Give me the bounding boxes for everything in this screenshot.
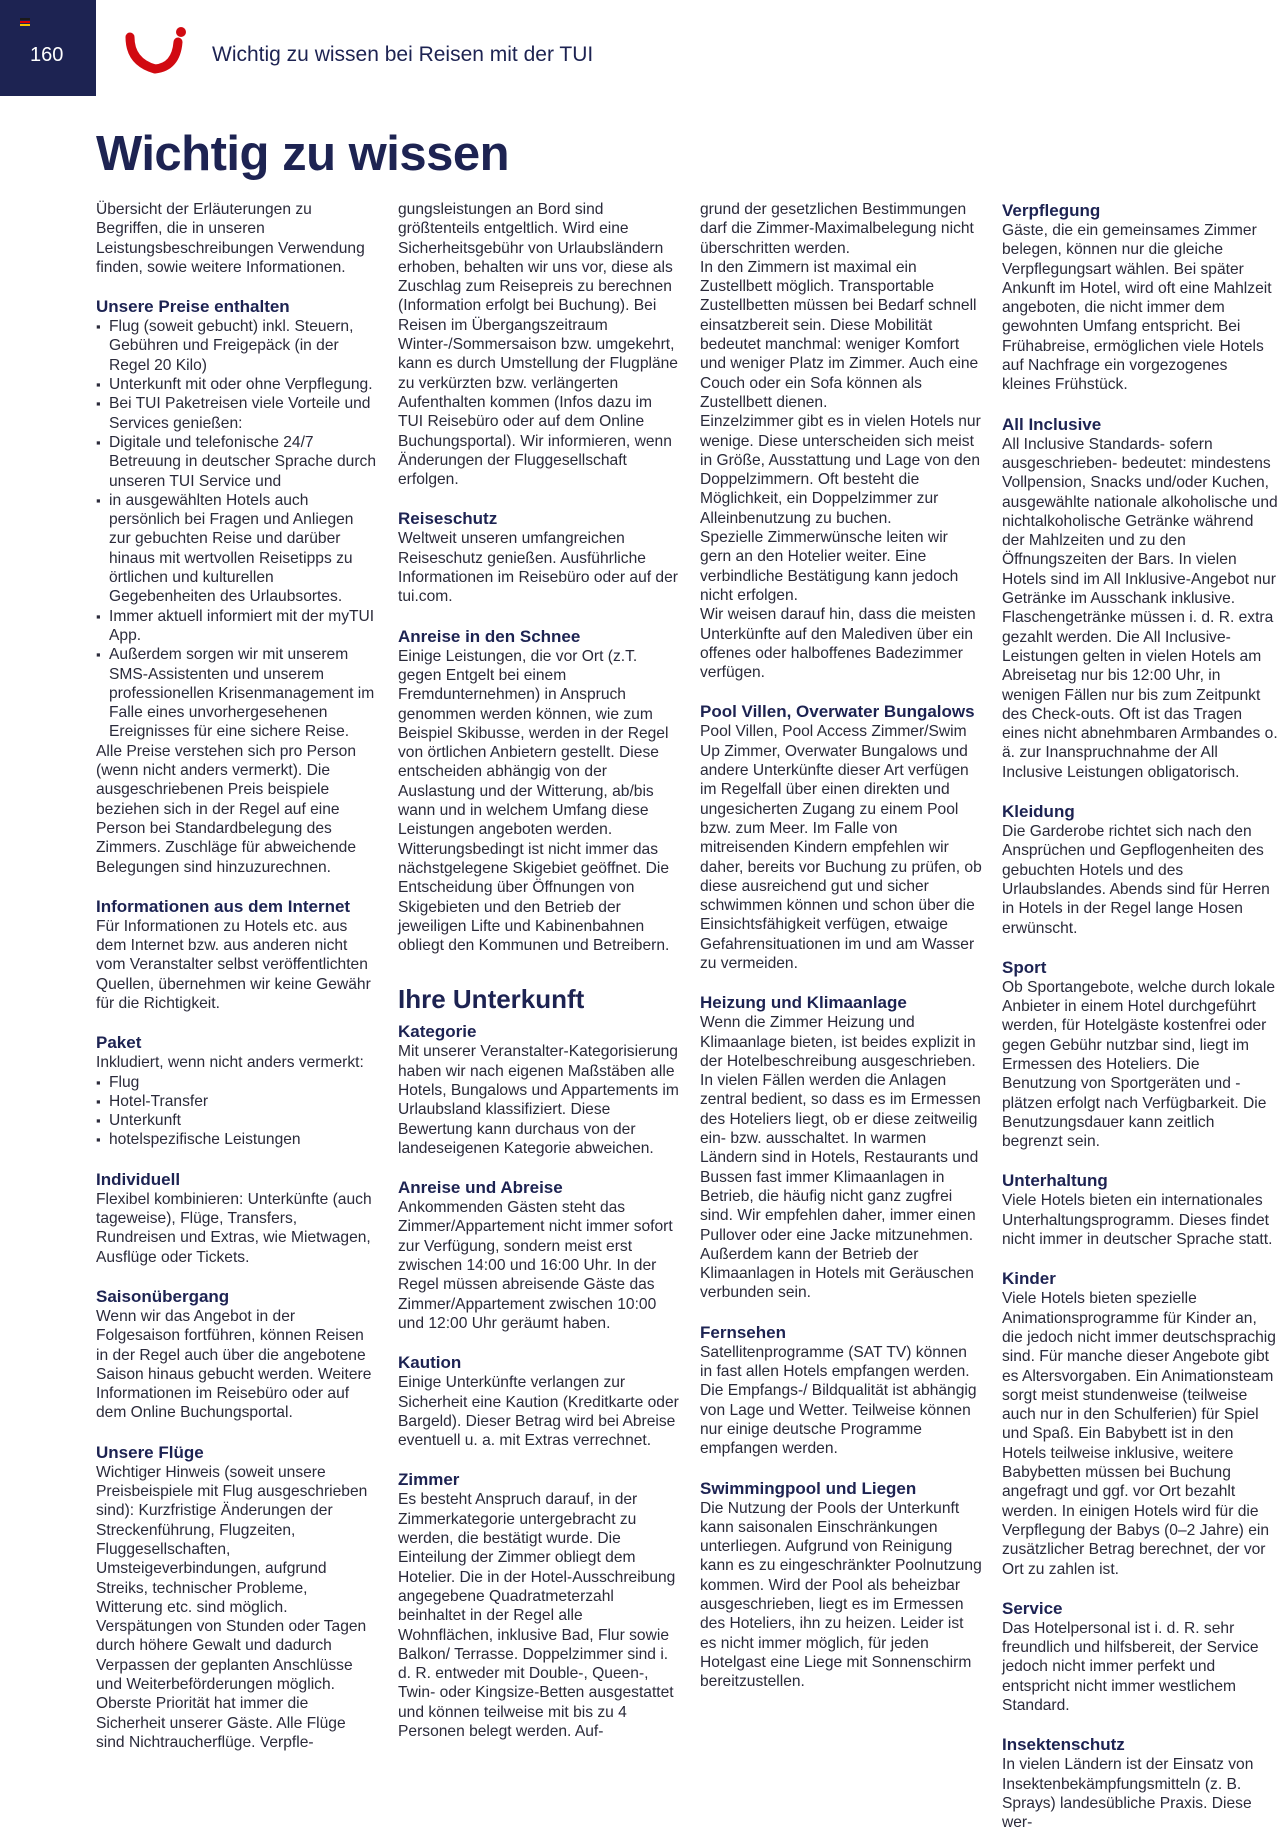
section-heading-kaution: Kaution xyxy=(398,1353,462,1373)
section-heading-anreise: Anreise und Abreise xyxy=(398,1178,563,1198)
page-title: Wichtig zu wissen xyxy=(96,127,510,181)
section-heading-zimmer: Zimmer xyxy=(398,1470,460,1490)
section-heading-unterhaltung: Unterhaltung xyxy=(1002,1171,1108,1191)
fernsehen-text: Satellitenprogramme (SAT TV) können in fast allen Hotels empfangen werden. Die Empfangs-/ Bildqualität ist abhängig von Lage und Wetter. Teilweise können nur einige deutsche Programme empfangen werden. xyxy=(700,1343,977,1458)
section-heading-verpflegung: Verpflegung xyxy=(1002,201,1101,220)
section-heading-individuell: Individuell xyxy=(96,1169,181,1189)
section-heading-insektenschutz: Insektenschutz xyxy=(1002,1735,1125,1755)
list-item: ▪ Digitale und telefonische 24/7 Betreuung in deutscher Sprache durch unseren TUI Service und xyxy=(96,433,378,491)
swimmingpool-text: Die Nutzung der Pools der Unterkunft kann saisonalen Einschränkungen unterliegen. Aufgrund von Reinigung kann es zu eingeschränkter Poolnutzung kommen. Wird der Pool als beheizbar ausgeschrieben, liegt es im Ermessen des Hoteliers, ihn zu heizen. Leider ist es nicht immer möglich, für jeden Hotelgast eine Liege mit Sonnenschirm bereitzustellen. xyxy=(700,1499,982,1691)
section-heading-paket: Paket xyxy=(96,1033,142,1053)
list-item: ▪ in ausgewählten Hotels auch persönlich bei Fragen und Anliegen zur gebuchten Reise und darüber hinaus mit wertvollen Reisetipps zu örtlichen und kulturellen Gegebenheiten des Urlaubsortes. xyxy=(96,491,378,607)
german-flag-icon xyxy=(20,18,30,25)
section-heading-allinclusive: All Inclusive xyxy=(1002,414,1102,434)
heizung-text: Wenn die Zimmer Heizung und Klimaanlage bieten, ist beides explizit in der Hotelbeschreibung ausgeschrieben. In vielen Fällen werden die Anlagen zentral bedient, so dass es im Ermessen des Hoteliers liegt, ob er diese zeitweilig ein- bzw. ausschaltet. In warmen Ländern sind in Hotels, Restaurants und Bussen fast immer Klimaanlagen in Betrieb, die häufig nicht ganz zugfrei sind. Wir empfehlen daher, immer einen Pullover oder eine Jacke mitzunehmen. Außerdem kann der Betrieb der Klimaanlagen in Hotels mit Geräuschen verbunden sein. xyxy=(700,1014,981,1302)
section-heading-sport: Sport xyxy=(1002,957,1047,977)
malediven-text: Wir weisen darauf hin, dass die meisten Unterkünfte auf den Malediven über ein offenes oder halboffenes Badezimmer verfügen. xyxy=(700,606,976,682)
section-heading-service: Service xyxy=(1002,1598,1063,1618)
internet-text: Für Informationen zu Hotels etc. aus dem Internet bzw. aus anderen nicht vom Veranstalter selbst veröffentlichten Quellen, übernehmen wir keine Gewähr für die Richtigkeit. xyxy=(96,917,371,1012)
einzelzimmer-text: Einzelzimmer gibt es in vielen Hotels nur wenige. Diese unterscheiden sich meist in Größe, Ausstattung und Lage von den Doppelzimmern. Oft besteht die Möglichkeit, ein Doppelzimmer zur Alleinbenutzung zu buchen. xyxy=(700,413,981,527)
list-item: ▪ Flug (soweit gebucht) inkl. Steuern, Gebühren und Freigepäck (in der Regel 20 Kilo) xyxy=(96,317,378,375)
fluege-text: Wichtiger Hinweis (soweit unsere Preisbeispiele mit Flug ausgeschrieben sind): Kurzfristige Änderungen der Streckenführung, Flugzeiten, Fluggesellschaften, Umsteigeverbindungen, aufgrund Streiks, technischer Probleme, Witterung etc. sind möglich. Verspätungen von Stunden oder Tagen durch höhere Gewalt und dadurch Verpassen der geplanten Anschlüsse und Weiterbeförderungen möglich. Oberste Priorität hat immer die Sicherheit unserer Gäste. Alle Flüge sind Nichtraucherflüge. Verpfle- xyxy=(96,1463,368,1751)
zimmer-text-cont: grund der gesetzlichen Bestimmungen darf die Zimmer-Maximalbelegung nicht überschritten werden. xyxy=(700,201,974,257)
paket-intro: Inkludiert, wenn nicht anders vermerkt: xyxy=(96,1054,364,1072)
section-heading-kleidung: Kleidung xyxy=(1002,802,1075,822)
saison-text: Wenn wir das Angebot in der Folgesaison fortführen, können Reisen in der Regel auch über die angebotene Saison hinaus gebucht werden. Weitere Informationen im Reisebüro oder auf dem Online Buchungsportal. xyxy=(96,1307,372,1422)
preise-text: Alle Preise verstehen sich pro Person (wenn nicht anders vermerkt). Die ausgeschriebenen Preis beispiele beziehen sich in der Regel auf eine Person bei Standardbelegung des Zimmers. Zuschläge für abweichende Belegungen sind hinzuzurechnen. xyxy=(96,742,357,876)
reiseschutz-text: Weltweit unseren umfangreichen Reiseschutz genießen. Ausführliche Informationen im Reisebüro oder auf der tui.com. xyxy=(398,530,678,606)
section-heading-schnee: Anreise in den Schnee xyxy=(398,626,581,646)
list-item: ▪ Außerdem sorgen wir mit unserem SMS-Assistenten und unserem professionellen Krisenmanagement im Falle eines unvorhergesehenen Ereignisses für eine sichere Reise. xyxy=(96,645,378,741)
list-item: ▪ Immer aktuell informiert mit der myTUI App. xyxy=(96,607,378,646)
tui-logo xyxy=(124,24,190,80)
section-heading-pool: Pool Villen, Overwater Bungalows xyxy=(700,702,975,722)
list-item: ▪ Flug xyxy=(96,1073,378,1092)
sport-text: Ob Sportangebote, welche durch lokale Anbieter in einem Hotel durchgeführt werden, für Hotelgäste kostenfrei oder gegen Gebühr nutzbar sind, liegt im Ermessen des Hoteliers. Die Benutzung von Sportgeräten und -plätzen erfolgt nach Verfügbarkeit. Die Benutzungsdauer kann zeitlich begrenzt sein. xyxy=(1002,978,1276,1151)
unterhaltung-text: Viele Hotels bieten ein internationales Unterhaltungsprogramm. Dieses findet nicht immer in deutscher Sprache statt. xyxy=(1002,1192,1273,1249)
column-2 xyxy=(398,200,680,1741)
insektenschutz-text: In vielen Ländern ist der Einsatz von Insektenbekämpfungsmitteln (z. B. Sprays) landesübliche Praxis. Diese wer- xyxy=(1002,1756,1254,1832)
pool-text: Pool Villen, Pool Access Zimmer/Swim Up Zimmer, Overwater Bungalows und andere Unterkünfte dieser Art verfügen im Regelfall über einen direkten und ungesicherten Zugang zu einem Pool bzw. zum Meer. Im Falle von mitreisenden Kindern empfehlen wir daher, bereits vor Buchung zu prüfen, ob diese ausreichend gut und sicher schwimmen können und schon über die Einsichtsfähigkeit verfügen, etwaige Gefahrensituationen im und am Wasser zu vermeiden. xyxy=(700,723,982,972)
zustellbett-text: In den Zimmern ist maximal ein Zustellbett möglich. Transportable Zustellbetten müssen bei Bedarf schnell einsatzbereit sein. Diese Mobilität bedeutet manchmal: weniger Komfort und weniger Platz im Zimmer. Auch eine Couch oder ein Sofa können als Zustellbett dienen. xyxy=(700,258,979,411)
verpflegung-text: Gäste, die ein gemeinsames Zimmer belegen, können nur die gleiche Verpflegungsart wählen. Bei später Ankunft im Hotel, wird oft eine Mahlzeit angeboten, die nicht immer dem gewohnten Umfang entspricht. Bei Frühabreise, ermöglichen viele Hotels auf Nachfrage ein vorgezogenes kleines Frühstück. xyxy=(1002,222,1272,394)
section-heading-fernsehen: Fernsehen xyxy=(700,1322,786,1342)
zimmer-text: Es besteht Anspruch darauf, in der Zimmerkategorie untergebracht zu werden, die bestätigt wurde. Die Einteilung der Zimmer obliegt dem Hotelier. Die in der Hotel-Ausschreibung angegebene Quadratmeterzahl beinhaltet in der Regel alle Wohnflächen, inklusive Bad, Flur sowie Balkon/ Terrasse. Doppelzimmer sind i. d. R. entweder mit Double-, Queen-, Twin- oder Kingsize-Betten ausgestattet und können teilweise mit bis zu 4 Personen belegt werden. Auf- xyxy=(398,1491,676,1740)
list-item: ▪ Hotel-Transfer xyxy=(96,1092,378,1111)
kaution-text: Einige Unterkünfte verlangen zur Sicherheit eine Kaution (Kreditkarte oder Bargeld). Dieser Betrag wird bei Abreise eventuell u. a. mit Extras verrechnet. xyxy=(398,1374,679,1450)
column-3 xyxy=(700,200,982,1691)
section-heading-heizung: Heizung und Klimaanlage xyxy=(700,993,907,1013)
column-1 xyxy=(96,200,378,1752)
kategorie-text: Mit unserer Veranstalter-Kategorisierung haben wir nach eigenen Maßstäben alle Hotels, Bungalows und Appartements im Urlaubsland klassifiziert. Diese Bewertung kann durchaus von der landeseigenen Kategorie abweichen. xyxy=(398,1043,679,1157)
list-item: ▪ hotelspezifische Leistungen xyxy=(96,1130,378,1149)
allinclusive-text: All Inclusive Standards- sofern ausgeschrieben- bedeutet: mindestens Vollpension, Snacks und/oder Kuchen, ausgewählte nationale alkoholische und nichtalkoholische Getränke während der Mahlzeiten und zu den Öffnungszeiten der Bars. In vielen Hotels sind im All Inklusive-Angebot nur Getränke im Ausschank inklusive. Flaschengetränke müssen i. d. R. extra gezahlt werden. Die All Inclusive- Leistungen gelten in vielen Hotels am Abreisetag nur bis 12:00 Uhr, in wenigen Fällen nur bis zum Zeitpunkt des Check-outs. Oft ist das Tragen eines nicht abnehmbaren Armbandes o. ä. zur Inanspruchnahme der All Inclusive Leistungen obligatorisch. xyxy=(1002,435,1278,781)
column-4 xyxy=(1002,200,1278,1832)
section-heading-kategorie: Kategorie xyxy=(398,1022,477,1042)
section-heading-swimmingpool: Swimmingpool und Liegen xyxy=(700,1478,917,1498)
intro-text: Übersicht der Erläuterungen zu Begriffen, die in unseren Leistungsbeschreibungen Verwendung finden, sowie weitere Informationen. xyxy=(96,201,365,276)
kleidung-text: Die Garderobe richtet sich nach den Ansprüchen und Gepflogenheiten des gebuchten Hotels und des Urlaubslandes. Abends sind für Herren in Hotels in der Regel lange Hosen erwünscht. xyxy=(1002,823,1270,937)
section-heading-kinder: Kinder xyxy=(1002,1269,1056,1289)
kinder-text: Viele Hotels bieten spezielle Animationsprogramme für Kinder an, die jedoch nicht immer deutschsprachig sind. Für manche dieser Angebote gibt es Altersvorgaben. Ein Animationsteam sorgt meist stundenweise (teilweise auch nur in den Schulferien) für Spiel und Spaß. Ein Babybett ist in den Hotels teilweise inklusive, weitere Babybetten müssen bei Buchung angefragt und ggf. vor Ort bezahlt werden. In einigen Hotels wird für die Verpflegung der Babys (0–2 Jahre) ein zusätzlicher Betrag berechnet, der vor Ort zu zahlen ist. xyxy=(1002,1290,1276,1578)
page-number-badge xyxy=(0,0,96,96)
section-heading-preise: Unsere Preise enthalten xyxy=(96,297,290,317)
anreise-text: Ankommenden Gästen steht das Zimmer/Appartement nicht immer sofort zur Verfügung, sondern meist erst zwischen 14:00 und 16:00 Uhr. In der Regel müssen abreisende Gäste das Zimmer/Appartement zwischen 10:00 und 12:00 Uhr geräumt haben. xyxy=(398,1199,673,1332)
preise-list xyxy=(96,317,378,742)
individuell-text: Flexibel kombinieren: Unterkünfte (auch tageweise), Flüge, Transfers, Rundreisen und Extras, wie Mietwagen, Ausflüge oder Tickets. xyxy=(96,1190,372,1266)
fluege-text-cont: gungsleistungen an Bord sind größtenteils entgeltlich. Wird eine Sicherheitsgebühr von Urlaubsländern erhoben, behalten wir uns vor, diese als Zuschlag zum Reisepreis zu berechnen (Information erfolgt bei Buchung). Bei Reisen im Übergangszeitraum Winter-/Sommersaison bzw. umgekehrt, kann es durch Umstellung der Flugpläne zu verkürzten bzw. verlängerten Aufenthalten kommen (Infos dazu im TUI Reisebüro oder auf dem Online Buchungsportal). Wir informieren, wenn Änderungen der Fluggesellschaft erfolgen. xyxy=(398,201,678,489)
list-item: ▪ Unterkunft mit oder ohne Verpflegung. xyxy=(96,375,378,394)
section-heading-saison: Saisonübergang xyxy=(96,1286,230,1306)
list-item: ▪ Bei TUI Paketreisen viele Vorteile und Services genießen: xyxy=(96,394,378,433)
list-item: ▪ Unterkunft xyxy=(96,1111,378,1130)
schnee-text: Einige Leistungen, die vor Ort (z.T. gegen Entgelt bei einem Fremdunternehmen) in Anspruch genommen werden können, wie zum Beispiel Skibusse, werden in der Regel von örtlichen Anbietern gestellt. Diese entscheiden abhängig von der Auslastung und der Witterung, ab/bis wann und in welchem Umfang diese Leistungen angeboten werden. Witterungsbedingt ist nicht immer das nächstgelegene Skigebiet geöffnet. Die Entscheidung über Öffnungen von Skigebieten und den Betrieb der jeweiligen Lifte und Kabinenbahnen obliegt den Kommunen und Betreibern. xyxy=(398,647,670,955)
section-heading-fluege: Unsere Flüge xyxy=(96,1442,204,1462)
section-heading-internet: Informationen aus dem Internet xyxy=(96,896,351,916)
section-title-unterkunft: Ihre Unterkunft xyxy=(398,984,585,1015)
page-number: 160 xyxy=(30,44,64,66)
section-heading-reiseschutz: Reiseschutz xyxy=(398,509,498,529)
section-title: Wichtig zu wissen bei Reisen mit der TUI xyxy=(212,43,594,66)
service-text: Das Hotelpersonal ist i. d. R. sehr freundlich und hilfsbereit, der Service jedoch nicht immer perfekt und entspricht nicht immer westlichem Standard. xyxy=(1002,1619,1259,1714)
paket-list xyxy=(96,1073,378,1150)
zimmerwuensche-text: Spezielle Zimmerwünsche leiten wir gern an den Hotelier weiter. Eine verbindliche Bestätigung kann jedoch nicht erfolgen. xyxy=(700,529,959,604)
